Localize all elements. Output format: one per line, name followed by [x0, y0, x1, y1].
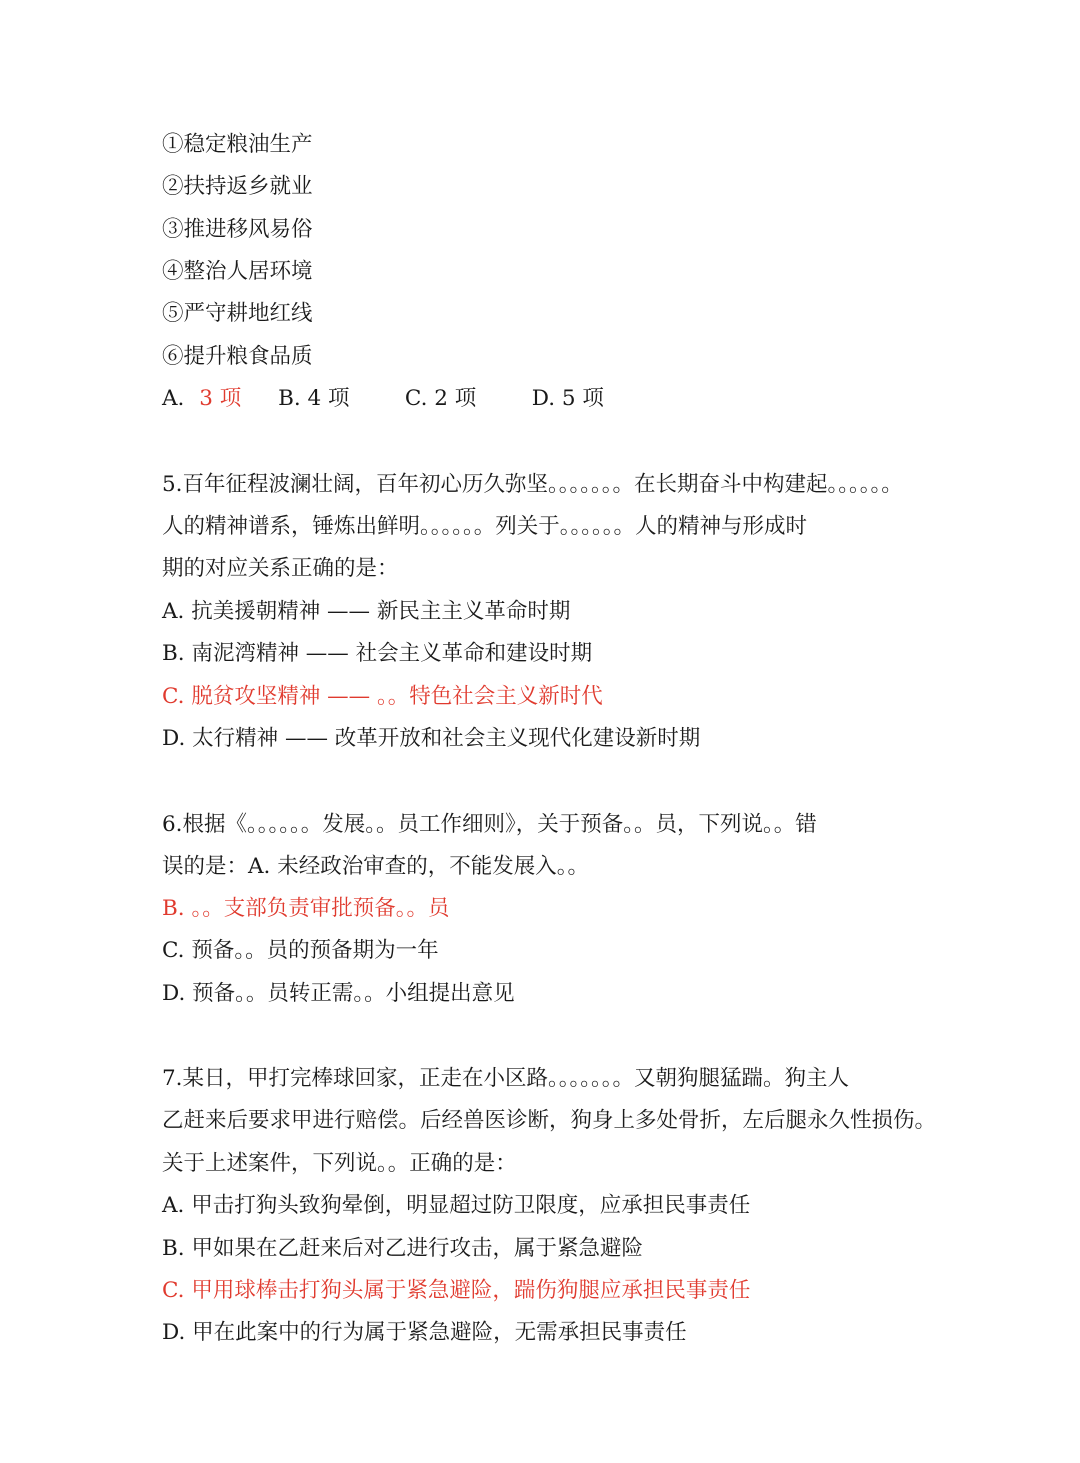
q7-option-b: B. 甲如果在乙赶来后对乙进行攻击，属于紧急避险	[162, 1236, 643, 1261]
q7-stem-line-2: 乙赶来后要求甲进行赔偿。后经兽医诊断，狗身上多处骨折，左后腿永久性损伤。	[162, 1108, 937, 1133]
q4-item-2: ②扶持返乡就业	[162, 174, 313, 199]
q5-stem-line-3: 期的对应关系正确的是：	[162, 556, 399, 581]
q4-option-a-prefix: A.	[162, 386, 185, 411]
q4-option-d: D. 5 项	[531, 386, 604, 411]
q7-stem-line-1: 7.某日，甲打完棒球回家，正走在小区路。。。。。。。又朝狗腿猛踹。狗主人	[162, 1066, 850, 1091]
q4-option-c: C. 2 项	[404, 386, 477, 411]
q5-option-d: D. 太行精神 —— 改革开放和社会主义现代化建设新时期	[162, 726, 701, 751]
q4-options	[162, 384, 604, 414]
q4-item-1: ①稳定粮油生产	[162, 132, 313, 157]
q5-option-a: A. 抗美援朝精神 —— 新民主主义革命时期	[162, 599, 571, 624]
q6-stem-line-2: 误的是：A. 未经政治审查的，不能发展入。。	[162, 854, 589, 879]
q5-option-b: B. 南泥湾精神 —— 社会主义革命和建设时期	[162, 641, 593, 666]
q7-option-d: D. 甲在此案中的行为属于紧急避险，无需承担民事责任	[162, 1320, 687, 1345]
q5-option-c-answer: C. 脱贫攻坚精神 —— 。。特色社会主义新时代	[162, 684, 603, 709]
q4-option-b: B. 4 项	[278, 386, 350, 411]
q4-item-5: ⑤严守耕地红线	[162, 301, 313, 326]
q7-option-c-answer: C. 甲用球棒击打狗头属于紧急避险，踹伤狗腿应承担民事责任	[162, 1278, 751, 1303]
q6-option-d: D. 预备。。员转正需。。小组提出意见	[162, 981, 515, 1006]
q4-option-a-answer: 3 项	[199, 386, 242, 411]
q6-option-b-answer: B. 。。支部负责审批预备。。员	[162, 896, 450, 921]
q6-stem-line-1: 6.根据《。。。。。。发展。。员工作细则》，关于预备。。员，下列说。。错	[162, 812, 817, 837]
q7-option-a: A. 甲击打狗头致狗晕倒，明显超过防卫限度，应承担民事责任	[162, 1193, 751, 1218]
q5-stem-line-2: 人的精神谱系，锤炼出鲜明。。。。。。列关于。。。。。。人的精神与形成时	[162, 514, 808, 539]
q6-option-c: C. 预备。。员的预备期为一年	[162, 938, 439, 963]
q4-item-6: ⑥提升粮食品质	[162, 344, 313, 369]
q5-stem-line-1: 5.百年征程波澜壮阔，百年初心历久弥坚。。。。。。。在长期奋斗中构建起。。。。。。	[162, 472, 903, 497]
q4-item-4: ④整治人居环境	[162, 259, 313, 284]
q4-item-3: ③推进移风易俗	[162, 217, 313, 242]
q7-stem-line-3: 关于上述案件，下列说。。正确的是：	[162, 1151, 517, 1176]
